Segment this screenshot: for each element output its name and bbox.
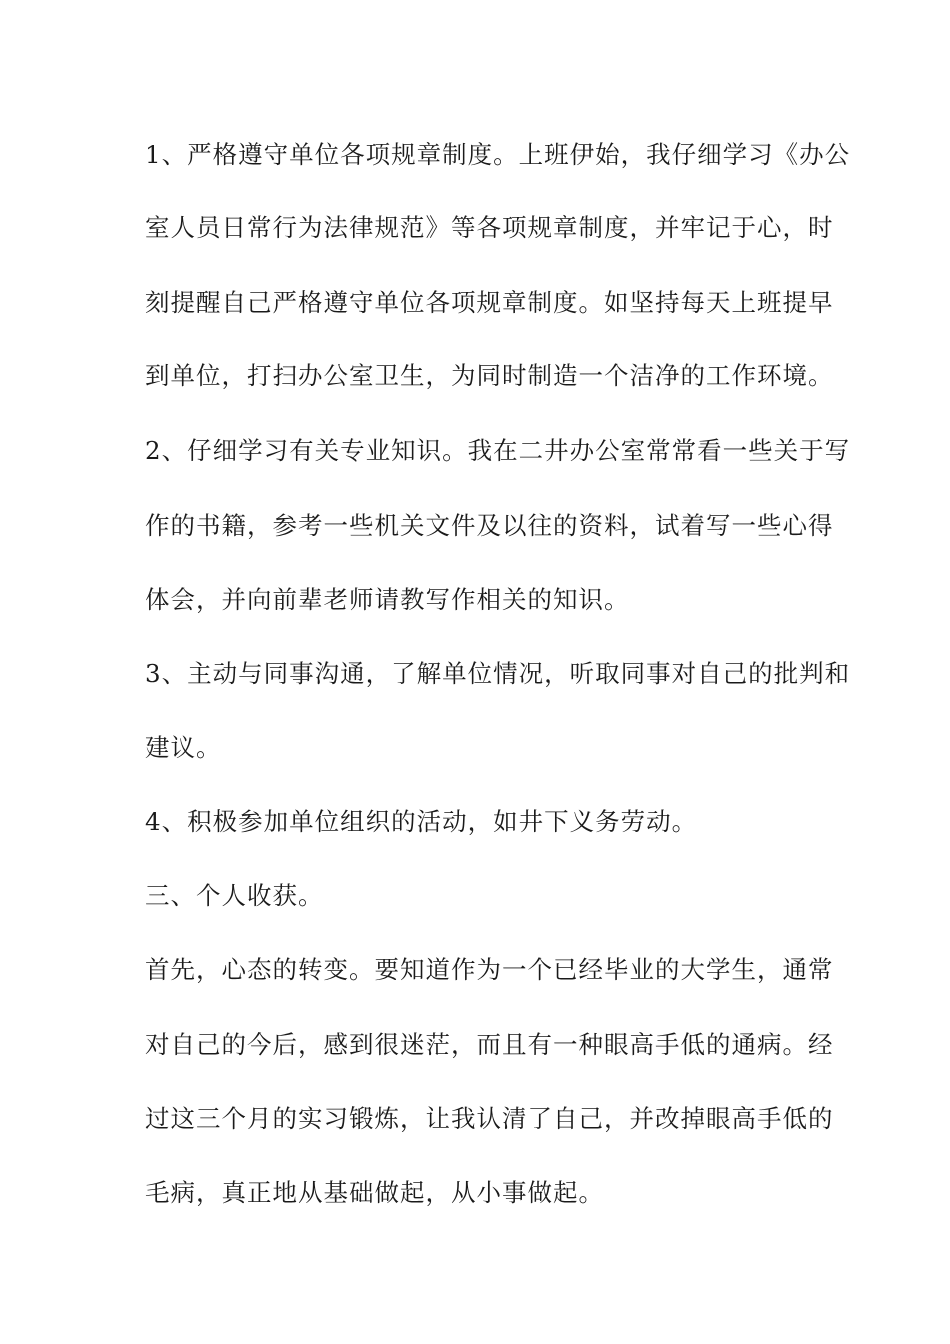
paragraph-line: 室人员日常行为法律规范》等各项规章制度，并牢记于心，时 <box>145 213 834 242</box>
paragraph-line: 首先，心态的转变。要知道作为一个已经毕业的大学生，通常 <box>145 955 834 984</box>
paragraph-line: 作的书籍，参考一些机关文件及以往的资料，试着写一些心得 <box>145 511 834 540</box>
section-heading: 三、个人收获。 <box>145 881 324 910</box>
paragraph-line: 过这三个月的实习锻炼，让我认清了自己，并改掉眼高手低的 <box>145 1104 834 1133</box>
paragraph-line: 4、积极参加单位组织的活动，如井下义务劳动。 <box>145 807 698 836</box>
paragraph-line: 体会，并向前辈老师请教写作相关的知识。 <box>145 585 630 614</box>
paragraph-line: 毛病，真正地从基础做起，从小事做起。 <box>145 1178 604 1207</box>
paragraph-line: 1、严格遵守单位各项规章制度。上班伊始，我仔细学习《办公 <box>145 140 851 169</box>
paragraph-line: 对自己的今后，感到很迷茫，而且有一种眼高手低的通病。经 <box>145 1030 834 1059</box>
paragraph-line: 2、仔细学习有关专业知识。我在二井办公室常常看一些关于写 <box>145 436 851 465</box>
paragraph-line: 到单位，打扫办公室卫生，为同时制造一个洁净的工作环境。 <box>145 361 834 390</box>
paragraph-line: 建议。 <box>145 733 222 762</box>
paragraph-line: 刻提醒自己严格遵守单位各项规章制度。如坚持每天上班提早 <box>145 288 834 317</box>
paragraph-line: 3、主动与同事沟通，了解单位情况，听取同事对自己的批判和 <box>145 659 851 688</box>
